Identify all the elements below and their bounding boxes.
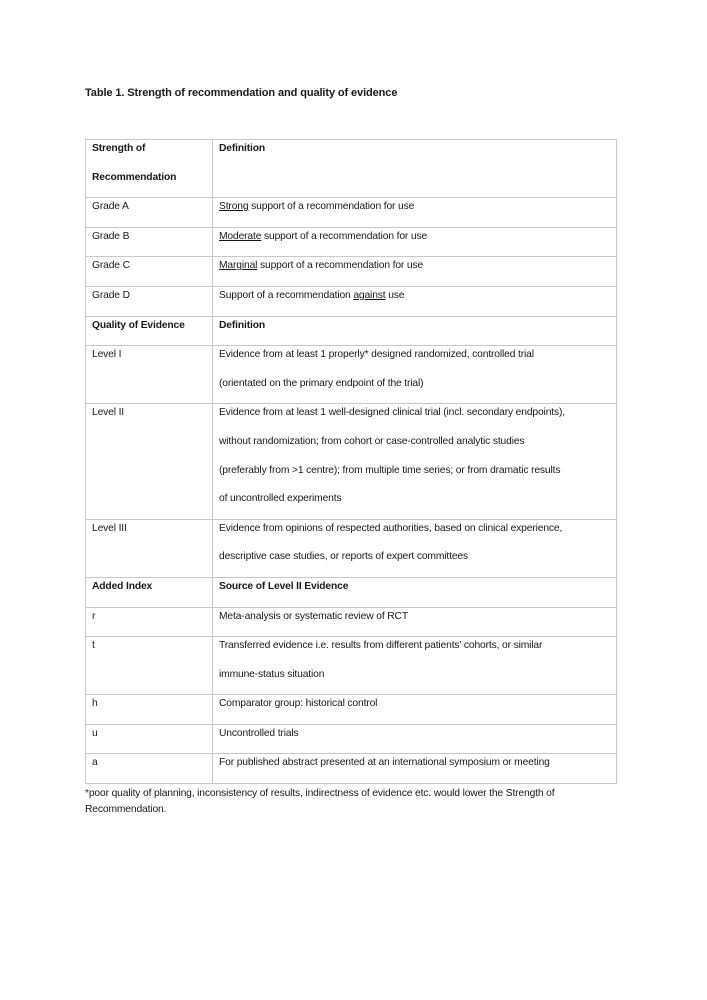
cell-line: Strength of xyxy=(92,143,146,154)
cell-line xyxy=(92,433,206,462)
table-title: Table 1. Strength of recommendation and quality of evidence xyxy=(85,87,398,99)
cell-definition xyxy=(213,519,617,577)
cell-line xyxy=(219,287,610,316)
cell-definition xyxy=(213,607,617,637)
cell-line: Grade A xyxy=(92,201,129,213)
cell-label xyxy=(86,519,213,577)
text: Evidence from at least 1 well-designed clinical trial (incl. secondary endpoints), xyxy=(219,407,565,419)
table-row xyxy=(86,637,617,695)
cell-line: a xyxy=(92,757,98,769)
cell-line xyxy=(92,490,206,519)
footnote: *poor quality of planning, inconsistency of results, indirectness of evidence etc. would lower the Strength of Recommendation. xyxy=(85,788,555,816)
cell-definition xyxy=(213,346,617,404)
cell-definition xyxy=(213,637,617,695)
cell-line xyxy=(219,257,610,286)
table-row xyxy=(86,695,617,725)
text: Meta-analysis or systematic review of RCT xyxy=(219,610,408,622)
cell-line xyxy=(219,608,610,637)
text: descriptive case studies, or reports of expert committees xyxy=(219,551,468,563)
cell-line xyxy=(219,490,610,519)
underlined-text: against xyxy=(353,289,386,301)
table-row xyxy=(86,607,617,637)
underlined-text: Marginal xyxy=(219,260,258,272)
cell-line xyxy=(219,198,610,227)
cell-line xyxy=(92,666,206,695)
table-header-row xyxy=(86,140,617,198)
text: without randomization; from cohort or case-controlled analytic studies xyxy=(219,435,525,447)
cell-line: Recommendation xyxy=(92,171,177,183)
table-row xyxy=(86,227,617,257)
text: Source of Level II Evidence xyxy=(219,580,349,592)
cell-line xyxy=(219,375,610,404)
cell-line: t xyxy=(92,640,95,652)
text: Comparator group: historical control xyxy=(219,698,378,710)
cell-label xyxy=(86,754,213,784)
cell-line xyxy=(219,228,610,257)
cell-line: Grade C xyxy=(92,260,130,272)
cell-definition xyxy=(213,404,617,519)
cell-definition xyxy=(213,257,617,287)
text: Evidence from at least 1 properly* designed randomized, controlled trial xyxy=(219,349,534,361)
text: Definition xyxy=(219,319,265,331)
cell-line xyxy=(219,462,610,491)
cell-label xyxy=(86,227,213,257)
table-row xyxy=(86,754,617,784)
cell-definition xyxy=(213,724,617,754)
cell-definition xyxy=(213,198,617,228)
cell-line: h xyxy=(92,698,98,710)
cell-line xyxy=(219,578,610,607)
table-header-row xyxy=(86,577,617,607)
cell-definition xyxy=(213,577,617,607)
text: For published abstract presented at an international symposium or meeting xyxy=(219,757,550,769)
cell-label xyxy=(86,140,213,198)
cell-label xyxy=(86,724,213,754)
cell-definition xyxy=(213,140,617,198)
cell-line: Level II xyxy=(92,407,124,419)
table-row xyxy=(86,257,617,287)
text: (orientated on the primary endpoint of the trial) xyxy=(219,377,424,389)
text: support of a recommendation for use xyxy=(248,201,415,213)
cell-label xyxy=(86,316,213,346)
cell-line xyxy=(219,404,610,433)
cell-label xyxy=(86,695,213,725)
cell-line: Grade D xyxy=(92,289,130,301)
cell-line xyxy=(219,520,610,549)
underlined-text: Moderate xyxy=(219,230,262,242)
cell-line xyxy=(219,169,610,198)
cell-line xyxy=(219,548,610,577)
table-row xyxy=(86,346,617,404)
table-row xyxy=(86,724,617,754)
cell-line: Added Index xyxy=(92,580,153,592)
cell-label xyxy=(86,286,213,316)
text: Definition xyxy=(219,143,265,154)
cell-line xyxy=(92,375,206,404)
cell-label xyxy=(86,577,213,607)
cell-line xyxy=(219,754,610,783)
cell-label xyxy=(86,198,213,228)
cell-definition xyxy=(213,316,617,346)
cell-line xyxy=(219,637,610,666)
cell-definition xyxy=(213,286,617,316)
cell-definition xyxy=(213,695,617,725)
cell-line xyxy=(219,433,610,462)
cell-line: Level III xyxy=(92,522,127,534)
cell-line xyxy=(219,140,610,169)
cell-line: u xyxy=(92,727,98,739)
cell-line xyxy=(92,462,206,491)
cell-label xyxy=(86,607,213,637)
text: use xyxy=(385,289,405,301)
cell-line xyxy=(219,346,610,375)
table-row xyxy=(86,519,617,577)
cell-label xyxy=(86,346,213,404)
text: of uncontrolled experiments xyxy=(219,493,342,505)
cell-line xyxy=(219,666,610,695)
text: Evidence from opinions of respected authorities, based on clinical experience, xyxy=(219,522,563,534)
recommendation-table xyxy=(85,139,617,784)
cell-line xyxy=(219,317,610,346)
cell-line: Quality of Evidence xyxy=(92,319,185,331)
cell-line: r xyxy=(92,610,96,622)
cell-label xyxy=(86,404,213,519)
text: Transferred evidence i.e. results from different patients’ cohorts, or similar xyxy=(219,640,543,652)
text: Support of a recommendation xyxy=(219,289,354,301)
table-container xyxy=(85,139,625,818)
cell-definition xyxy=(213,754,617,784)
text: Uncontrolled trials xyxy=(219,727,299,739)
table-header-row xyxy=(86,316,617,346)
underlined-text: Strong xyxy=(219,201,249,213)
cell-label xyxy=(86,637,213,695)
cell-line: Grade B xyxy=(92,230,130,242)
text: (preferably from >1 centre); from multiple time series; or from dramatic results xyxy=(219,464,561,476)
cell-label xyxy=(86,257,213,287)
cell-line xyxy=(219,695,610,724)
text: support of a recommendation for use xyxy=(261,230,428,242)
cell-definition xyxy=(213,227,617,257)
table-row xyxy=(86,198,617,228)
cell-line: Level I xyxy=(92,349,122,361)
cell-line xyxy=(219,725,610,754)
table-row xyxy=(86,404,617,519)
table-row xyxy=(86,286,617,316)
text: support of a recommendation for use xyxy=(257,260,424,272)
text: immune-status situation xyxy=(219,668,325,680)
cell-line xyxy=(92,548,206,577)
